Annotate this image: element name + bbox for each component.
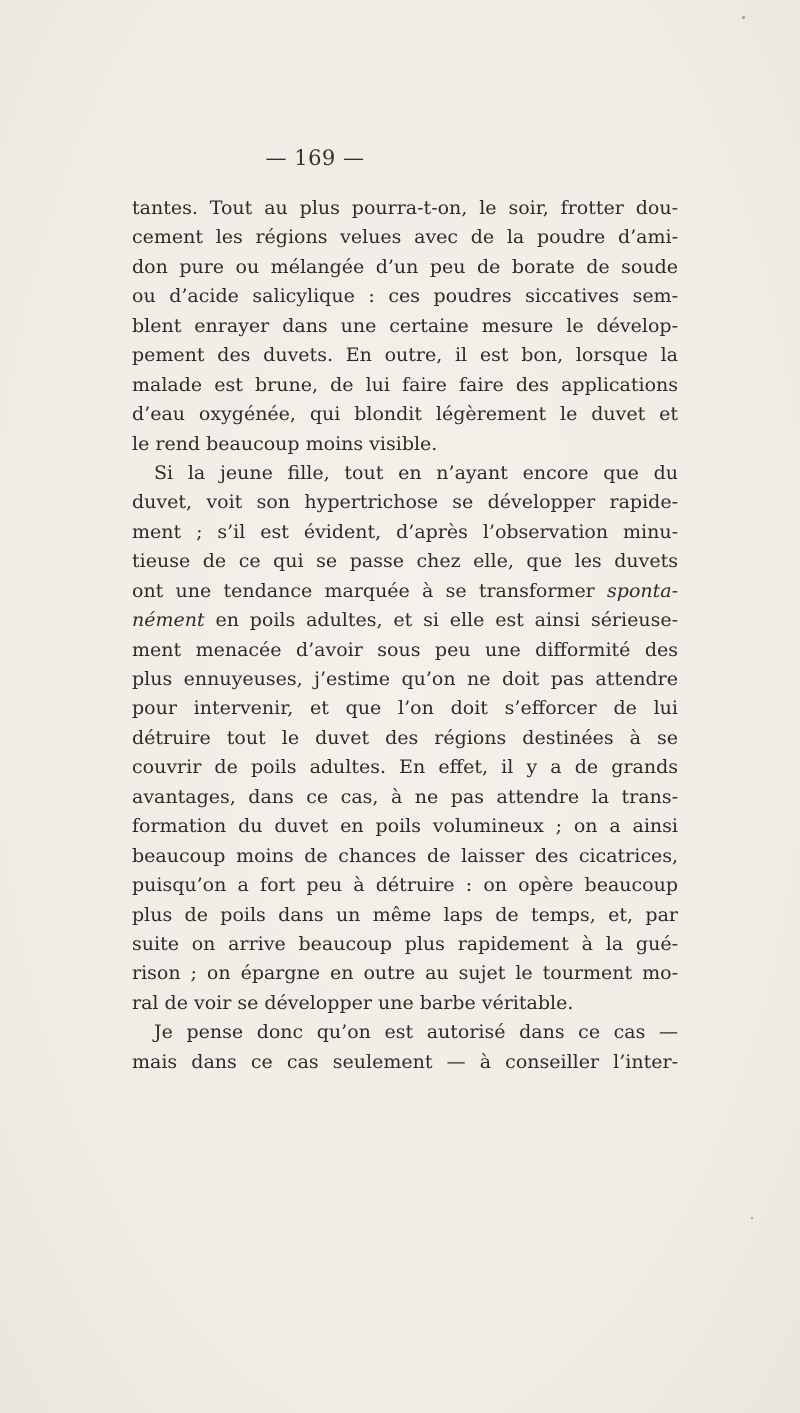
text-line: plus de poils dans un même laps de temps, et, par [132,903,678,926]
text-line: plus ennuyeuses, j’estime qu’on ne doit pas attendre [132,668,678,690]
text-line: puisqu’on a fort peu à détruire : on opère beaucoup [132,874,678,897]
text-line: ral de voir se développer une barbe véritable. [132,991,574,1014]
text-line: tieuse de ce qui se passe chez elle, que les duvets [132,550,678,573]
text-line: ou d’acide salicylique : ces poudres siccatives sem- [132,285,678,308]
text-line: ment ; s’il est évident, d’après l’observation minu- [132,520,678,543]
paper-speck [742,16,745,19]
text-line: mais dans ce cas seulement — à conseiller l’inter- [132,1050,678,1073]
text-line: rison ; on épargne en outre au sujet le tourment mo- [132,962,678,985]
paper-speck [751,1217,753,1219]
text-line [132,606,678,635]
text-line: duvet, voit son hypertrichose se développer rapide- [132,491,678,514]
text-line: avantages, dans ce cas, à ne pas attendre la trans- [132,785,678,808]
text-line: pement des duvets. En outre, il est bon, lorsque la [132,344,678,367]
text-line: couvrir de poils adultes. En effet, il y a de grands [132,756,678,779]
body-text [132,194,678,1077]
text-line: malade est brune, de lui faire faire des applications [132,373,678,396]
italic-text: nément [132,609,205,632]
text-line: blent enrayer dans une certaine mesure le dévelop- [132,314,678,337]
text-line: le rend beaucoup moins visible. [132,432,438,455]
text-line [132,577,678,606]
text-line: cement les régions velues avec de la poudre d’ami- [132,226,678,249]
text-line: don pure ou mélangée d’un peu de borate de soude [132,255,678,278]
text-segment: ont une tendance marquée à se transformer [132,579,595,602]
text-line: suite on arrive beaucoup plus rapidement à la gué- [132,932,678,955]
text-line: beaucoup moins de chances de laisser des cicatrices, [132,844,678,867]
text-line: détruire tout le duvet des régions destinées à se [132,726,678,749]
page-number: — 169 — [265,146,365,170]
italic-text: sponta- [607,579,679,602]
text-line: formation du duvet en poils volumineux ; on a ainsi [132,815,678,838]
text-line: ment menacée d’avoir sous peu une difformité des [132,638,678,661]
text-line: d’eau oxygénée, qui blondit légèrement le duvet et [132,403,678,426]
text-line: Si la jeune fille, tout en n’ayant encore que du [154,461,678,484]
text-line: Je pense donc qu’on est autorisé dans ce cas — [154,1021,678,1044]
text-line: pour intervenir, et que l’on doit s’efforcer de lui [132,697,678,720]
text-line: tantes. Tout au plus pourra-t-on, le soir, frotter dou- [132,197,678,219]
text-segment: en poils adultes, et si elle est ainsi sérieuse- [215,609,678,632]
